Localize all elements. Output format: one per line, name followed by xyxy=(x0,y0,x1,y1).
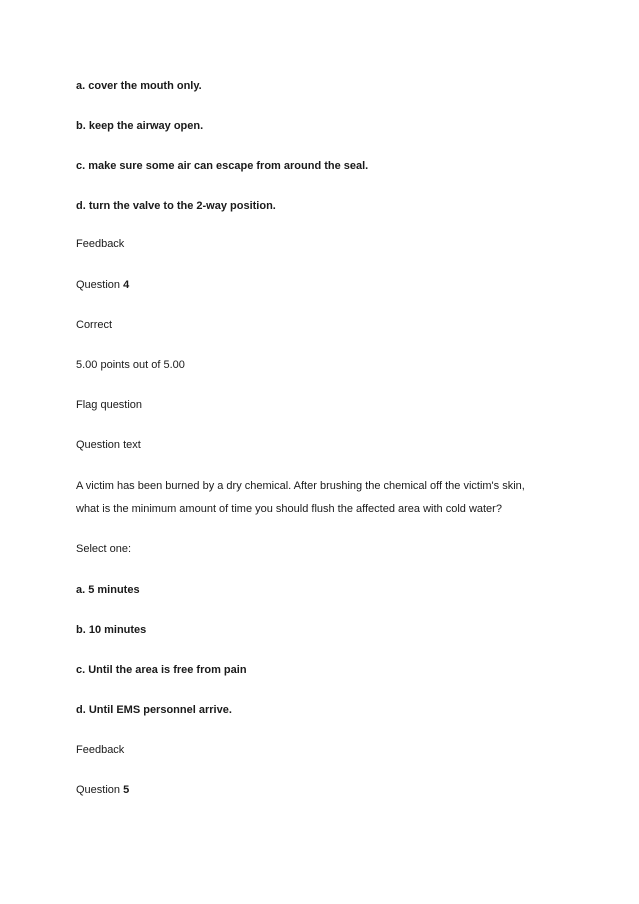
answer-option-d: d. turn the valve to the 2-way position. xyxy=(76,200,276,212)
flag-question: Flag question xyxy=(76,399,143,411)
question-text-line-1: A victim has been burned by a dry chemical. After brushing the chemical off the victim's skin, xyxy=(76,480,525,492)
question-points: 5.00 points out of 5.00 xyxy=(76,359,185,371)
question-number: 4 xyxy=(123,279,130,291)
select-prompt: Select one: xyxy=(76,543,132,555)
question-text-heading: Question text xyxy=(76,439,141,451)
answer-option-d: d. Until EMS personnel arrive. xyxy=(76,704,232,716)
answer-option-a: a. cover the mouth only. xyxy=(76,80,202,92)
question-number: 5 xyxy=(123,784,130,796)
answer-option-c: c. Until the area is free from pain xyxy=(76,664,247,676)
feedback-label: Feedback xyxy=(76,744,125,756)
question-heading xyxy=(76,278,129,292)
answer-option-b: b. keep the airway open. xyxy=(76,120,204,132)
question-label: Question xyxy=(76,279,121,291)
answer-option-c: c. make sure some air can escape from around the seal. xyxy=(76,160,369,172)
question-label: Question xyxy=(76,784,121,796)
answer-option-a: a. 5 minutes xyxy=(76,584,140,596)
feedback-label: Feedback xyxy=(76,238,125,250)
answer-option-b: b. 10 minutes xyxy=(76,624,147,636)
question-heading xyxy=(76,783,129,797)
question-text-line-2: what is the minimum amount of time you should flush the affected area with cold water? xyxy=(76,503,502,515)
question-status: Correct xyxy=(76,319,113,331)
